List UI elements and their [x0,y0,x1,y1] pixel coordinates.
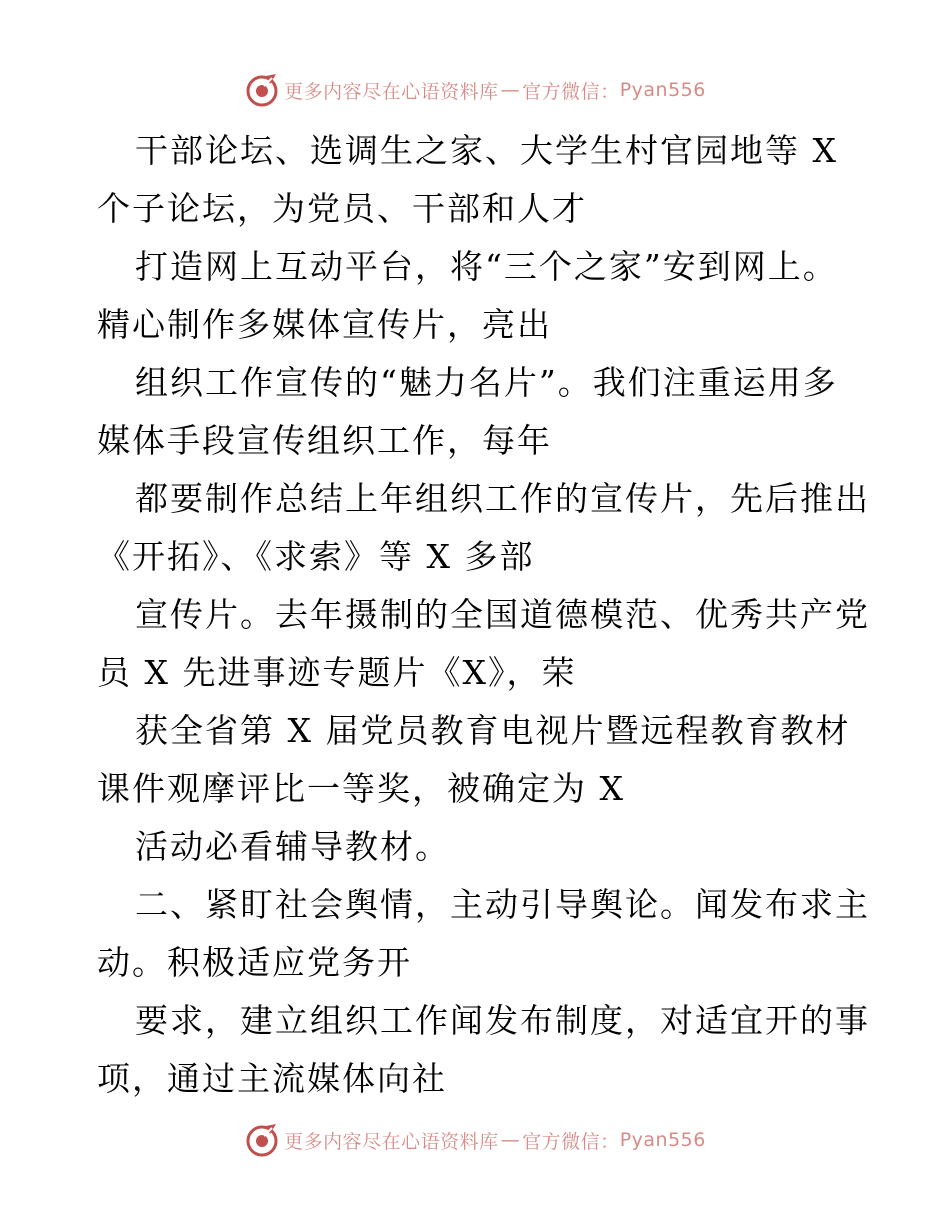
footer-watermark [0,1120,950,1160]
watermark-brand: 更多内容尽在心语资料库 [284,1130,499,1153]
text-line: 干部论坛、选调生之家、大学生村官园地等 X [135,131,838,170]
watermark-wechat-label: 官方微信： [522,80,620,103]
text-line: 打造网上互动平台，将“三个之家”安到网上。 [135,247,838,286]
text-line: 课件观摩评比一等奖，被确定为 X [97,769,625,808]
text-line: 二、紧盯社会舆情，主动引导舆论。闻发布求主 [135,885,870,924]
watermark-wechat-id: Pyan556 [619,79,706,101]
watermark-wechat-id: Pyan556 [619,1129,706,1151]
text-line: 动。积极适应党务开 [97,943,412,982]
text-line: 员 X 先进事迹专题片《X》，荣 [97,653,577,692]
document-body [97,122,870,1108]
watermark-brand: 更多内容尽在心语资料库 [284,80,499,103]
watermark-wechat-label: 官方微信： [522,1130,620,1153]
text-line: 媒体手段宣传组织工作，每年 [97,421,552,460]
header-watermark [0,70,950,110]
text-line: 都要制作总结上年组织工作的宣传片，先后推出 [135,479,870,518]
watermark-dash: — [500,79,521,101]
pen-logo-icon [244,72,280,108]
text-line: 组织工作宣传的“魅力名片”。我们注重运用多 [135,363,838,402]
text-line: 获全省第 X 届党员教育电视片暨远程教育教材 [135,711,851,750]
text-line: 活动必看辅导教材。 [135,827,450,866]
pen-logo-icon [244,1122,280,1158]
watermark-dash: — [500,1129,521,1151]
text-line: 要求，建立组织工作闻发布制度，对适宜开的事 [135,1001,870,1040]
text-line: 个子论坛，为党员、干部和人才 [97,189,587,228]
text-line: 《开拓》、《求索》等 X 多部 [97,537,535,576]
text-line: 精心制作多媒体宣传片，亮出 [97,305,552,344]
text-line: 宣传片。去年摄制的全国道德模范、优秀共产党 [135,595,870,634]
text-line: 项，通过主流媒体向社 [97,1059,447,1098]
